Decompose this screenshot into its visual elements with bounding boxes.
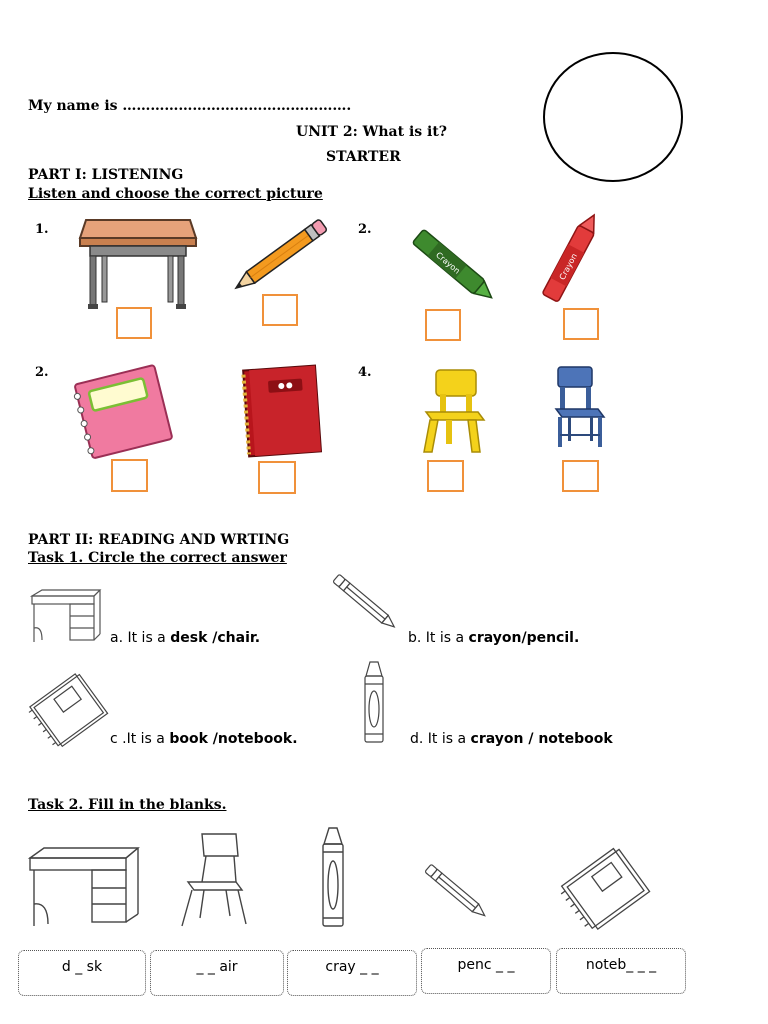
blank-crayon[interactable]: cray _ _ xyxy=(287,950,417,996)
blank-desk[interactable]: d _ sk xyxy=(18,950,146,996)
answer-box-4a[interactable] xyxy=(427,460,464,492)
crayon-outline-large xyxy=(320,826,346,930)
question-d-options[interactable]: crayon / notebook xyxy=(470,731,613,747)
question-b-options[interactable]: crayon/pencil. xyxy=(468,630,580,646)
yellow-chair-picture xyxy=(418,368,488,458)
part1-title: PART I: LISTENING xyxy=(28,167,184,183)
name-line: My name is …………………………………………. xyxy=(28,98,352,114)
desk-outline-picture xyxy=(28,588,103,646)
answer-box-2b[interactable] xyxy=(563,308,599,340)
question-c xyxy=(110,731,298,747)
task2-title: Task 2. Fill in the blanks. xyxy=(28,797,227,813)
answer-box-3a[interactable] xyxy=(111,459,148,492)
pencil-outline-large xyxy=(424,862,486,920)
part1-instruction: Listen and choose the correct picture xyxy=(28,186,323,202)
answer-box-4b[interactable] xyxy=(562,460,599,492)
blue-chair-picture xyxy=(552,365,610,450)
question-a xyxy=(110,630,260,646)
unit-title: UNIT 2: What is it? xyxy=(296,124,448,140)
notebook-outline-picture xyxy=(26,672,108,750)
pencil-outline-picture xyxy=(330,572,394,636)
pink-notebook-picture xyxy=(70,362,175,457)
blank-pencil[interactable]: penc _ _ xyxy=(421,948,551,994)
blank-chair[interactable]: _ _ air xyxy=(150,950,284,996)
question-d-prefix: d. It is a xyxy=(410,731,471,747)
crayon-label-red: Crayon xyxy=(557,252,579,282)
level-label: STARTER xyxy=(326,149,401,165)
question-number-2: 2. xyxy=(358,222,372,237)
question-b-prefix: b. It is a xyxy=(408,630,469,646)
question-a-prefix: a. It is a xyxy=(110,630,171,646)
crayon-outline-picture xyxy=(362,660,386,748)
question-number-1: 1. xyxy=(35,222,49,237)
answer-box-3b[interactable] xyxy=(258,461,296,494)
green-crayon-picture xyxy=(410,228,495,308)
answer-box-1a[interactable] xyxy=(116,307,152,339)
question-a-options[interactable]: desk /chair. xyxy=(170,630,261,646)
red-crayon-picture xyxy=(540,220,620,310)
question-number-3: 2. xyxy=(35,365,49,380)
red-book-picture xyxy=(238,362,326,460)
chair-outline-large xyxy=(180,832,250,928)
notebook-outline-large xyxy=(558,848,650,930)
pencil-picture xyxy=(230,222,330,292)
blank-notebook[interactable]: noteb_ _ _ xyxy=(556,948,686,994)
question-c-prefix: c .It is a xyxy=(110,731,170,747)
desk-picture xyxy=(78,218,198,313)
crayon-label-green: Crayon xyxy=(434,250,462,276)
desk-outline-large xyxy=(26,844,142,930)
answer-box-1b[interactable] xyxy=(262,294,298,326)
part2-title: PART II: READING AND WRTING xyxy=(28,532,290,548)
answer-box-2a[interactable] xyxy=(425,309,461,341)
question-b xyxy=(408,630,579,646)
question-number-4: 4. xyxy=(358,365,372,380)
question-c-options[interactable]: book /notebook. xyxy=(169,731,298,747)
question-d xyxy=(410,731,613,747)
task1-title: Task 1. Circle the correct answer xyxy=(28,550,287,566)
score-circle xyxy=(543,52,683,182)
